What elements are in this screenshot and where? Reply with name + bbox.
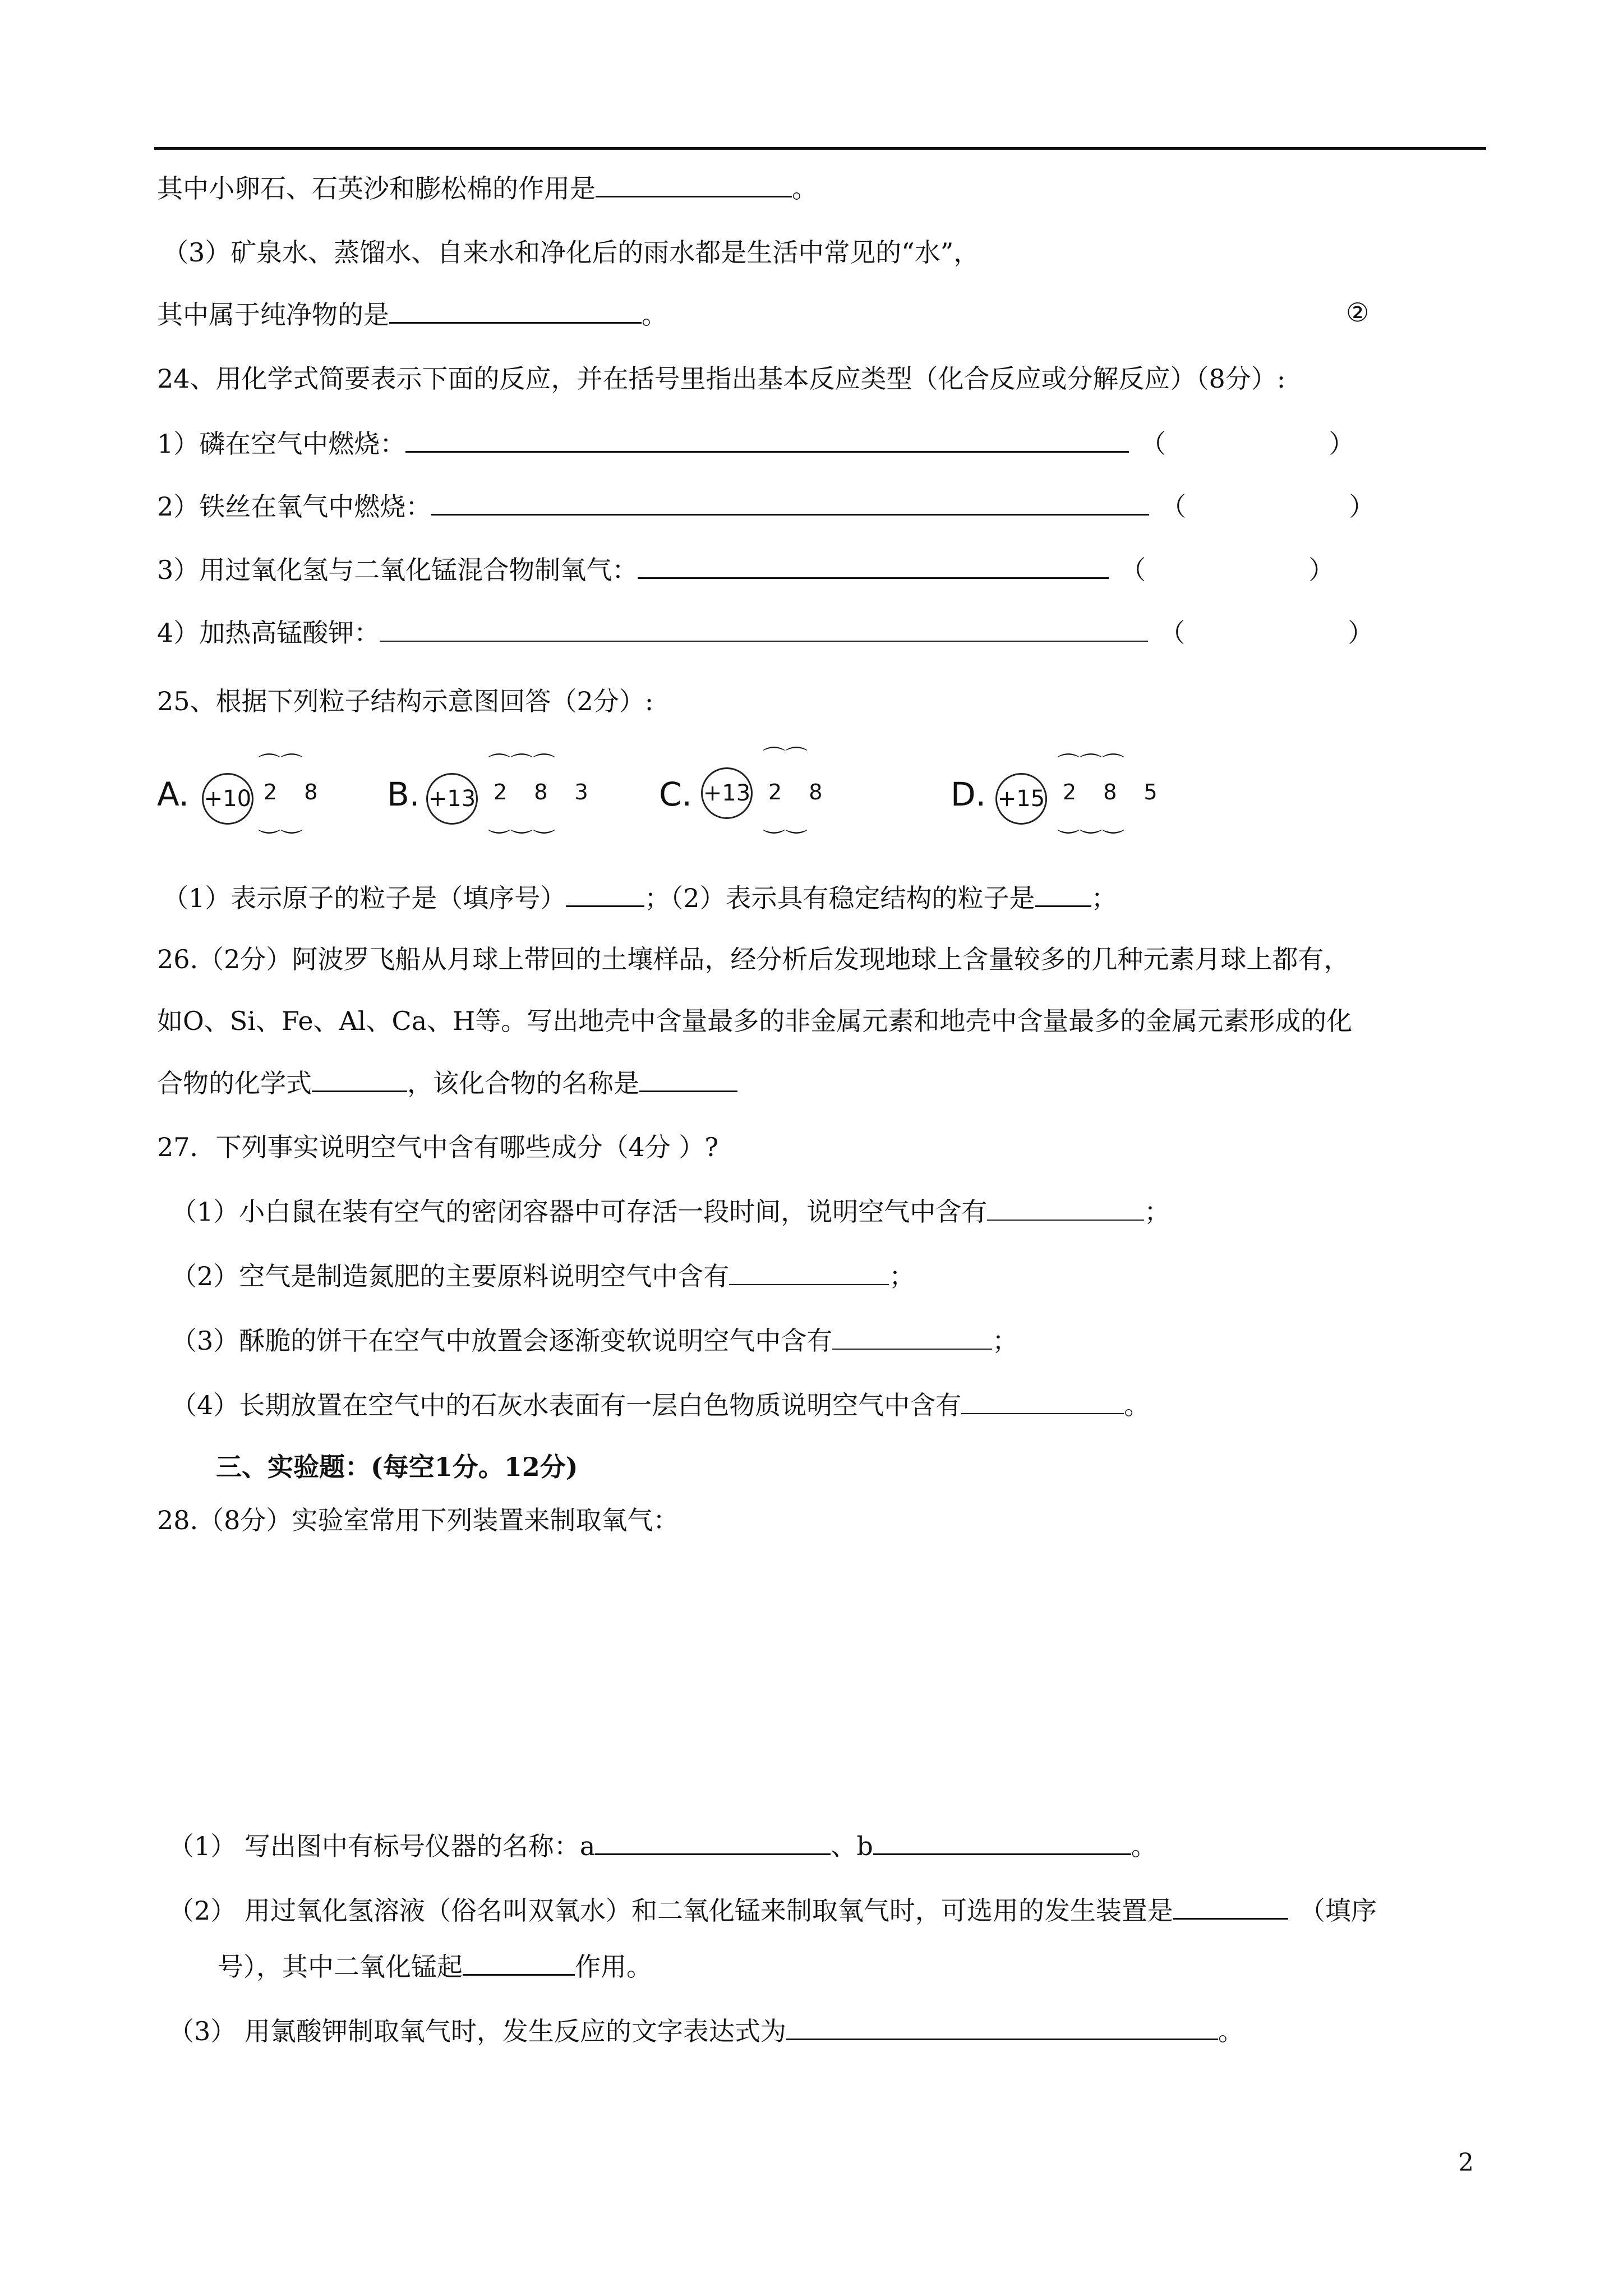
q23-3-line2 — [157, 297, 667, 332]
nucleus-charge: +13 — [426, 773, 478, 825]
shell-arcs-top-icon: ⌒⌒⌒ — [1057, 752, 1124, 778]
answer-blank[interactable] — [1173, 1893, 1288, 1920]
q26-formula-prompt: 合物的化学式 — [157, 1068, 312, 1098]
atom-diagram-d — [951, 752, 1175, 853]
answer-blank-a[interactable] — [595, 1829, 831, 1855]
answer-blank[interactable] — [987, 1195, 1144, 1221]
q23-line-filter — [157, 171, 818, 205]
answer-blank-b[interactable] — [873, 1829, 1131, 1855]
q27-item-text: （2）空气是制造氮肥的主要原料说明空气中含有 — [171, 1261, 730, 1291]
q28-sub2-fill-order: （填序 — [1299, 1895, 1377, 1926]
q24-item-4 — [157, 616, 1373, 650]
electron-shells: 2 8 — [768, 780, 833, 804]
answer-blank[interactable] — [832, 1324, 992, 1350]
electron-shells: 2 8 5 — [1063, 780, 1168, 804]
paren-open: （ — [1140, 429, 1166, 459]
paren-close: ） — [1329, 429, 1355, 459]
nucleus-charge: +10 — [202, 773, 253, 825]
shell-arcs-bottom-icon: ⌒⌒⌒ — [1057, 809, 1124, 835]
q24-item-1 — [157, 426, 1354, 461]
header-rule — [154, 147, 1486, 150]
answer-blank[interactable] — [312, 1066, 407, 1092]
q28-sub-1 — [168, 1829, 1157, 1863]
shell-arcs-bottom-icon: ⌒⌒ — [258, 809, 303, 835]
item-end: ； — [889, 1261, 915, 1291]
period: 。 — [642, 300, 667, 330]
q24-title: 24、用化学式简要表示下面的反应，并在括号里指出基本反应类型（化合反应或分解反应）（8分）: — [157, 364, 1286, 394]
answer-blank[interactable] — [431, 489, 1149, 516]
answer-blank[interactable] — [1035, 881, 1091, 907]
nucleus-charge: +15 — [995, 773, 1047, 825]
q27-item-1 — [171, 1195, 1170, 1228]
q28-title: 28.（8分）实验室常用下列装置来制取氧气： — [157, 1505, 679, 1535]
q24-item-label: 1）磷在空气中燃烧： — [157, 429, 406, 459]
atom-diagram-a — [157, 752, 359, 853]
q27-title: 27．下列事实说明空气中含有哪些成分（4分 ）? — [157, 1132, 719, 1162]
item-end: ； — [992, 1326, 1018, 1356]
q25-sub1-text: （1）表示原子的粒子是（填序号） — [163, 883, 566, 913]
answer-blank[interactable] — [596, 171, 792, 197]
q24-item-2 — [157, 489, 1375, 523]
answer-blank[interactable] — [463, 1949, 575, 1976]
atom-label: B. — [387, 775, 420, 813]
q28-sub2-role: 作用。 — [575, 1952, 652, 1982]
answer-blank[interactable] — [389, 297, 642, 324]
q23-3-question: 其中属于纯净物的是 — [157, 300, 389, 330]
answer-blank[interactable] — [405, 426, 1129, 453]
apparatus-figure-area — [157, 1554, 1447, 1806]
q24-item-label: 2）铁丝在氧气中燃烧： — [157, 491, 432, 522]
q25-title: 25、根据下列粒子结构示意图回答（2分）: — [157, 686, 654, 716]
q26-line-3 — [157, 1066, 737, 1100]
period: 。 — [1218, 2016, 1244, 2046]
paren-open: （ — [1120, 555, 1146, 585]
atom-label: A. — [157, 775, 190, 813]
shell-arcs-bottom-icon: ⌒⌒ — [763, 809, 808, 835]
q27-item-2 — [171, 1259, 915, 1293]
q28-sub2-catalyst: 号），其中二氧化锰起 — [218, 1952, 463, 1982]
answer-blank[interactable] — [961, 1388, 1124, 1414]
answer-blank[interactable] — [638, 553, 1109, 579]
period: 。 — [792, 173, 818, 204]
paren-close: ） — [1349, 491, 1375, 522]
q23-3-text: （3）矿泉水、蒸馏水、自来水和净化后的雨水都是生活中常见的“水”， — [163, 237, 980, 268]
shell-arcs-top-icon: ⌒⌒ — [763, 746, 808, 771]
item-end: ； — [1144, 1197, 1170, 1227]
q26-name-prompt: ，该化合物的名称是 — [407, 1068, 639, 1098]
q23-filter-text: 其中小卵石、石英沙和膨松棉的作用是 — [157, 173, 596, 204]
q28-sub-2-cont — [218, 1949, 652, 1984]
q25-subquestions — [163, 881, 1117, 915]
q25-sub2-text: ；（2）表示具有稳定结构的粒子是 — [644, 883, 1035, 913]
q23-3-line1 — [163, 236, 979, 269]
q28-sub-2 — [168, 1893, 1377, 1927]
q28-sub2-text: （2） 用过氧化氢溶液（俗名叫双氧水）和二氧化锰来制取氧气时，可选用的发生装置是 — [168, 1895, 1173, 1926]
semicolon: ； — [1091, 883, 1117, 913]
shell-arcs-bottom-icon: ⌒⌒⌒ — [488, 809, 555, 835]
q28-sub1-text: （1） 写出图中有标号仪器的名称：a — [168, 1831, 596, 1861]
atom-label: C. — [659, 775, 692, 813]
q24-item-3 — [157, 553, 1334, 587]
item-end: 。 — [1124, 1390, 1150, 1420]
q27-item-text: （3）酥脆的饼干在空气中放置会逐渐变软说明空气中含有 — [171, 1326, 833, 1356]
q27-item-4 — [171, 1388, 1150, 1422]
q28-sub3-text: （3） 用氯酸钾制取氧气时，发生反应的文字表达式为 — [168, 2016, 786, 2046]
q28-sub-3 — [168, 2014, 1244, 2048]
q27-item-text: （4）长期放置在空气中的石灰水表面有一层白色物质说明空气中含有 — [171, 1390, 962, 1420]
answer-blank[interactable] — [786, 2014, 1218, 2040]
shell-arcs-top-icon: ⌒⌒ — [258, 752, 303, 778]
electron-shells: 2 8 3 — [494, 780, 598, 804]
answer-blank[interactable] — [380, 616, 1148, 642]
period: 。 — [1131, 1831, 1157, 1861]
atom-diagram-c — [659, 746, 861, 853]
q27-item-3 — [171, 1324, 1018, 1358]
paren-open: （ — [1160, 491, 1187, 522]
paren-close: ） — [1348, 618, 1374, 648]
answer-blank[interactable] — [566, 881, 644, 907]
q27-item-text: （1）小白鼠在装有空气的密闭容器中可存活一段时间，说明空气中含有 — [171, 1197, 988, 1227]
atom-diagram-b — [387, 752, 611, 853]
q28-sub1-b: 、b — [831, 1831, 873, 1861]
section-3-heading: 三、实验题：(每空1分。12分) — [216, 1452, 578, 1482]
q26-line-1: 26.（2分）阿波罗飞船从月球上带回的土壤样品，经分析后发现地球上含量较多的几种元素月球上都有， — [157, 944, 1350, 974]
q24-item-label: 3）用过氧化氢与二氧化锰混合物制氧气： — [157, 555, 638, 585]
nucleus-charge: +13 — [701, 767, 753, 819]
q26-line-2: 如O、Si、Fe、Al、Ca、H等。写出地壳中含量最多的非金属元素和地壳中含量最多的金属元素形成的化 — [157, 1006, 1353, 1036]
electron-shells: 2 8 — [264, 780, 328, 804]
page-number: 2 — [1458, 2148, 1474, 2177]
paren-open: （ — [1159, 618, 1186, 648]
atom-label: D. — [951, 775, 986, 813]
shell-arcs-top-icon: ⌒⌒⌒ — [488, 752, 555, 778]
circled-two-mark: ② — [1346, 297, 1370, 328]
paren-close: ） — [1308, 555, 1335, 585]
answer-blank[interactable] — [729, 1259, 889, 1285]
q24-item-label: 4）加热高锰酸钾： — [157, 618, 380, 648]
answer-blank[interactable] — [639, 1066, 737, 1092]
